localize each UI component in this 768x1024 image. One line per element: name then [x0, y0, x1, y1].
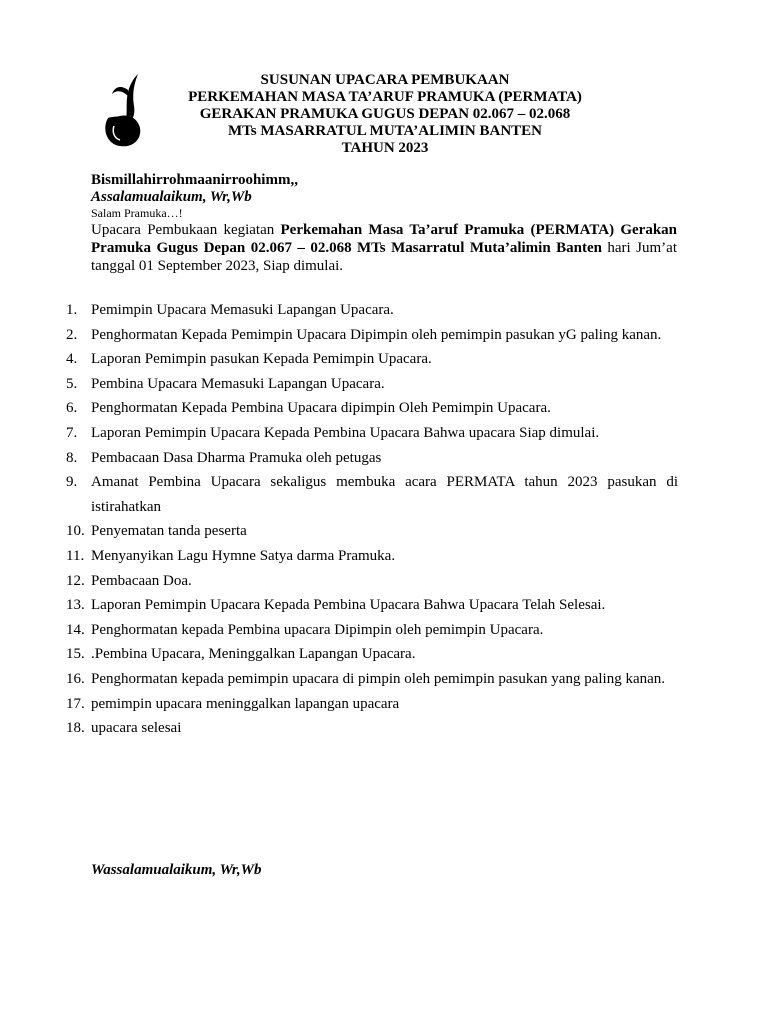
list-item-text: Laporan Pemimpin Upacara Kepada Pembina Upacara Bahwa Upacara Telah Selesai.	[91, 597, 606, 614]
list-item-text: Penghormatan kepada Pembina upacara Dipimpin oleh pemimpin Upacara.	[91, 621, 544, 638]
list-item-text: Penghormatan kepada pemimpin upacara di pimpin oleh pemimpin pasukan yang paling kanan.	[91, 670, 666, 687]
intro-bold-text: Perkemahan Masa Ta’aruf Pramuka (PERMATA) Gerakan Pramuka Gugus Depan 02.067 – 02.068 MTs Masarratul Muta’alimin Banten	[91, 222, 677, 256]
intro-paragraph	[91, 221, 677, 275]
header-line-5: TAHUN 2023	[341, 140, 429, 156]
list-item-number: 8.	[66, 449, 78, 466]
list-item	[66, 396, 678, 421]
list-item-text: Penyematan tanda peserta	[91, 523, 247, 540]
ceremony-steps-list	[66, 298, 678, 741]
list-item-text: Laporan Pemimpin pasukan Kepada Pemimpin Upacara.	[91, 351, 432, 368]
list-item-number: 7.	[66, 424, 78, 441]
list-item-text: upacara selesai	[91, 720, 182, 737]
list-item	[66, 716, 678, 741]
list-item	[66, 470, 678, 519]
header-line-1: SUSUNAN UPACARA PEMBUKAAN	[260, 72, 510, 88]
list-item-text: Laporan Pemimpin Upacara Kepada Pembina Upacara Bahwa upacara Siap dimulai.	[91, 424, 600, 441]
list-item	[66, 692, 678, 717]
list-item-text: pemimpin upacara meninggalkan lapangan upacara	[91, 695, 400, 712]
list-item-number: 12.	[66, 572, 85, 589]
basmalah-text: Bismillahirrohmaanirroohimm,,	[91, 172, 298, 188]
list-item	[66, 446, 678, 471]
list-item	[66, 347, 678, 372]
list-item	[66, 544, 678, 569]
list-item-number: 11.	[66, 547, 85, 564]
list-item-number: 4.	[66, 351, 78, 368]
list-item	[66, 323, 678, 348]
intro-text-2: hari Jum’at tanggal 01 September 2023, Siap dimulai.	[91, 240, 677, 274]
list-item	[66, 642, 678, 667]
document-header	[150, 72, 620, 157]
list-item-number: 18.	[66, 720, 85, 737]
salam-pramuka-text: Salam Pramuka…!	[91, 206, 183, 220]
list-item-number: 15.	[66, 646, 85, 663]
tunas-kelapa-icon	[98, 70, 154, 150]
intro-text-1: Upacara Pembukaan kegiatan	[91, 222, 281, 238]
list-item-number: 1.	[66, 302, 78, 318]
list-item-number: 13.	[66, 597, 85, 614]
list-item-text: Pembacaan Doa.	[91, 572, 192, 589]
list-item-number: 5.	[66, 375, 78, 392]
list-item	[66, 618, 678, 643]
list-item	[66, 569, 678, 594]
list-item-number: 17.	[66, 695, 85, 712]
list-item-text: .Pembina Upacara, Meninggalkan Lapangan Upacara.	[91, 646, 416, 663]
list-item-number: 9.	[66, 474, 78, 491]
list-item	[66, 298, 678, 323]
header-line-4: MTs MASARRATUL MUTA’ALIMIN BANTEN	[227, 123, 543, 139]
list-item	[66, 372, 678, 397]
list-item-number: 6.	[66, 400, 78, 417]
closing-salam: Wassalamualaikum, Wr,Wb	[91, 862, 262, 878]
list-item-text: Menyanyikan Lagu Hymne Satya darma Pramuka.	[91, 547, 396, 564]
greeting-section	[91, 172, 681, 275]
list-item-text: Penghormatan Kepada Pembina Upacara dipimpin Oleh Pemimpin Upacara.	[91, 400, 551, 417]
header-line-3: GERAKAN PRAMUKA GUGUS DEPAN 02.067 – 02.068	[199, 106, 571, 122]
list-item	[66, 421, 678, 446]
list-item-text: Pemimpin Upacara Memasuki Lapangan Upacara.	[91, 302, 394, 318]
header-line-2: PERKEMAHAN MASA TA’ARUF PRAMUKA (PERMATA)	[188, 89, 582, 105]
list-item-number: 2.	[66, 326, 78, 343]
list-item-text: Penghormatan Kepada Pemimpin Upacara Dipimpin oleh pemimpin pasukan yG paling kanan.	[91, 326, 662, 343]
list-item-number: 16.	[66, 670, 85, 687]
list-item	[66, 593, 678, 618]
list-item	[66, 519, 678, 544]
list-item-text: Pembina Upacara Memasuki Lapangan Upacara.	[91, 375, 385, 392]
list-item-number: 10.	[66, 523, 85, 540]
list-item-number: 14.	[66, 621, 85, 638]
list-item-text: Pembacaan Dasa Dharma Pramuka oleh petugas	[91, 449, 382, 466]
list-item	[66, 667, 678, 692]
salam-text: Assalamualaikum, Wr,Wb	[91, 189, 252, 205]
list-item-text: Amanat Pembina Upacara sekaligus membuka acara PERMATA tahun 2023 pasukan di istirahatkan	[91, 474, 678, 515]
